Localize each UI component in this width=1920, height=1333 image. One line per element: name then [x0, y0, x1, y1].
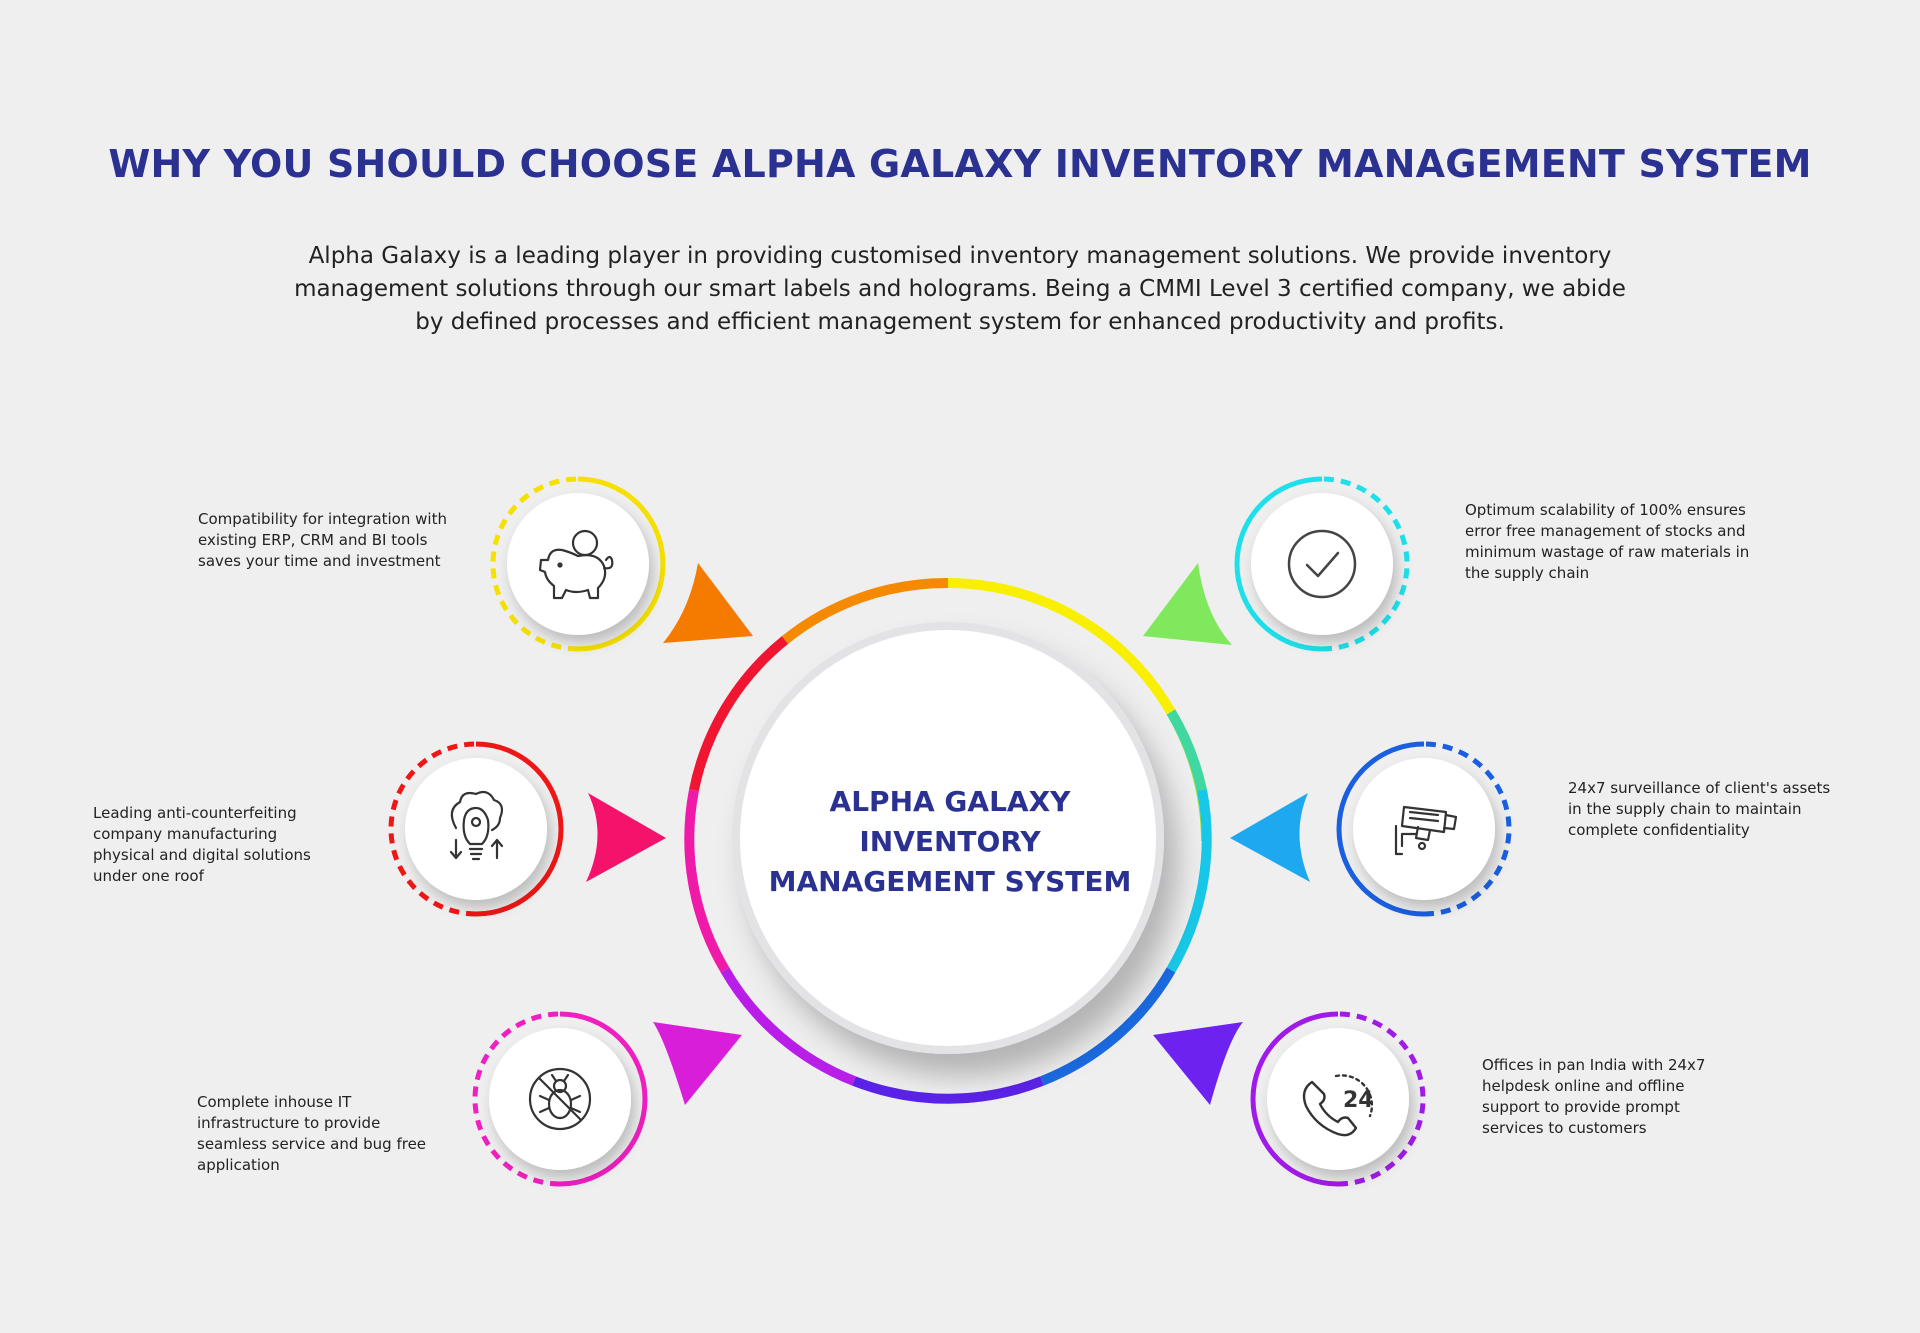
feature-node-6 [1253, 1014, 1423, 1184]
feature-node-1 [493, 479, 663, 649]
feature-text-4: Optimum scalability of 100% ensures error free management of stocks and minimum wastage of raw materials in the supply chain [1465, 501, 1750, 582]
arrow-1 [663, 563, 753, 643]
arrow-5 [1230, 793, 1310, 882]
feature-text-5: 24x7 surveillance of client's assets in the supply chain to maintain complete confidentiality [1568, 779, 1831, 839]
svg-text:24: 24 [1343, 1088, 1374, 1113]
arrow-6 [1153, 1022, 1243, 1105]
feature-text-6: Offices in pan India with 24x7 helpdesk online and offline support to provide prompt services to customers [1482, 1056, 1706, 1137]
arrow-3 [653, 1022, 742, 1105]
feature-text-1: Compatibility for integration with existing ERP, CRM and BI tools saves your time and investment [198, 510, 447, 570]
center-title: ALPHA GALAXY INVENTORY MANAGEMENT SYSTEM [768, 785, 1132, 898]
arrow-4 [1143, 563, 1232, 645]
arrow-2 [586, 793, 666, 882]
feature-node-4 [1237, 479, 1407, 649]
feature-node-2 [391, 744, 561, 914]
page-title: WHY YOU SHOULD CHOOSE ALPHA GALAXY INVENTORY MANAGEMENT SYSTEM [108, 142, 1812, 186]
feature-text-3: Complete inhouse IT infrastructure to provide seamless service and bug free application [197, 1093, 427, 1174]
intro-paragraph: Alpha Galaxy is a leading player in providing customised inventory management solutions. We provide inventory management solutions through our smart labels and holograms. Being a CMMI Level 3 certified company, we abide by defined processes and efficient management system for enhanced productivity and profits. [294, 243, 1626, 335]
feature-text-2: Leading anti-counterfeiting company manufacturing physical and digital solutions under one roof [93, 804, 311, 885]
